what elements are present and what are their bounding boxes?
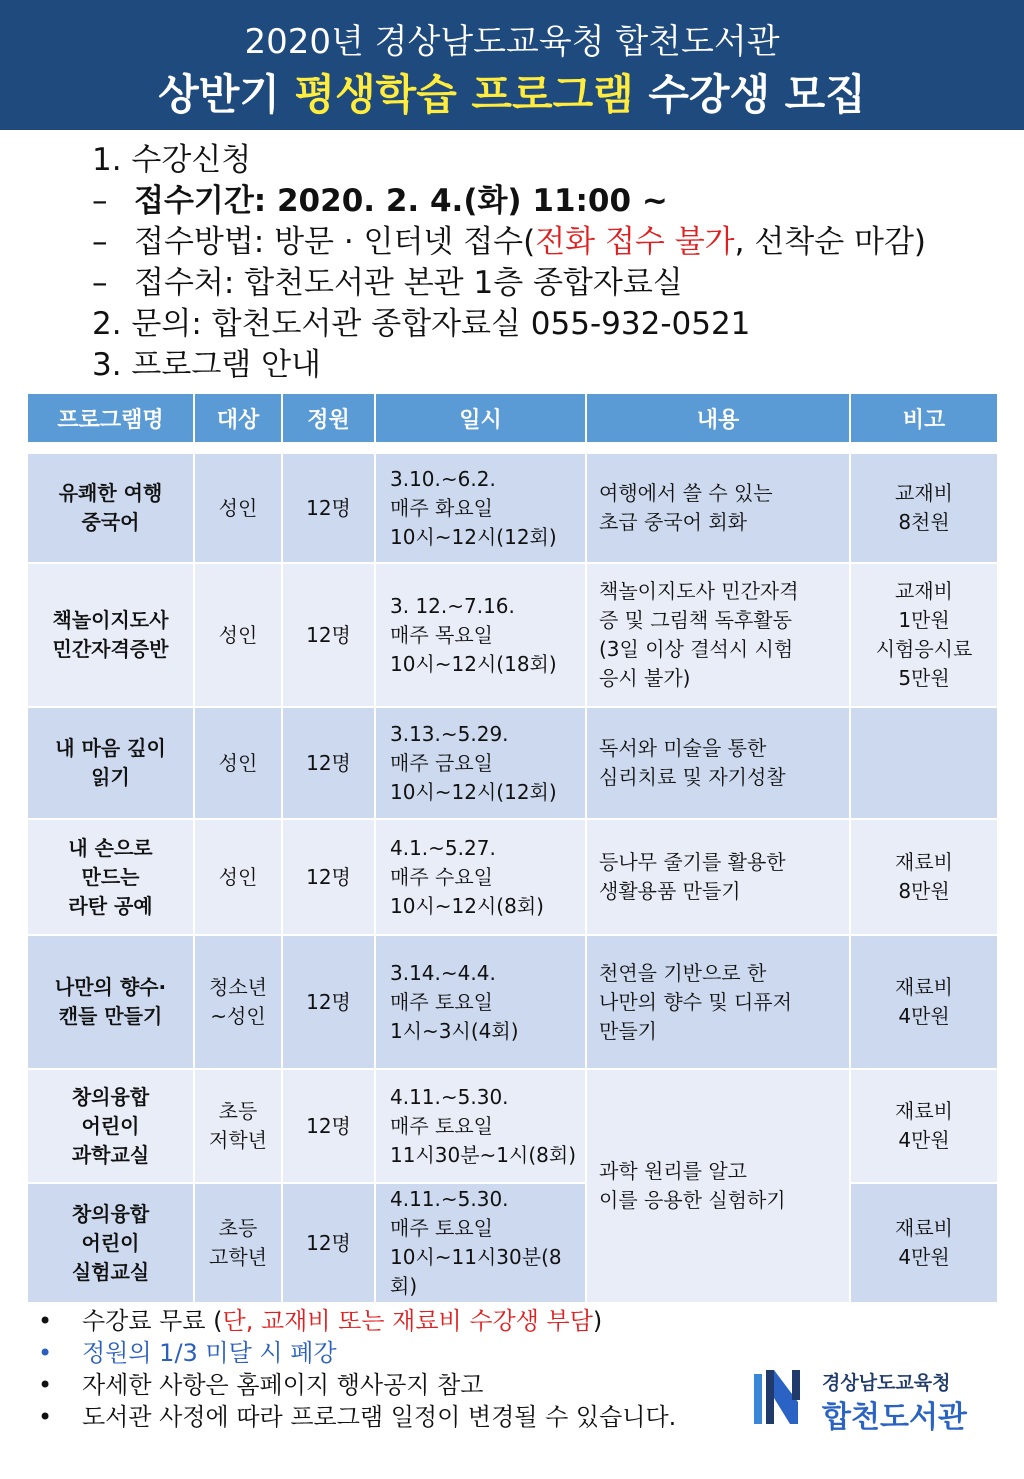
time-line: 3.13.~5.29. (390, 721, 509, 746)
program-content (586, 1069, 850, 1303)
logo-text-top: 경상남도교육청 (822, 1372, 951, 1394)
header-content: 내용 (586, 393, 850, 443)
program-capacity: 12명 (282, 935, 375, 1069)
name-line: 과학교실 (71, 1142, 150, 1167)
target-line: 초등 (218, 1216, 258, 1240)
table-row (27, 707, 998, 819)
name-line: 내 손으로 (68, 835, 153, 860)
program-target (194, 563, 282, 707)
note-change-text: 도서관 사정에 따라 프로그램 일정이 변경될 수 있습니다. (82, 1403, 677, 1431)
program-name (27, 707, 194, 819)
note-free-post: ) (592, 1307, 603, 1335)
target-line: 성인 (218, 750, 258, 775)
note-line: 재료비 (895, 975, 953, 999)
program-target (194, 935, 282, 1069)
content-line: 과학 원리를 알고 (599, 1159, 747, 1183)
content-line: 만들기 (599, 1018, 657, 1043)
content-line: (3일 이상 결석시 시험 (599, 637, 794, 661)
name-line: 민간자격증반 (52, 637, 169, 661)
period-label: 접수기간 (134, 183, 254, 219)
time-line: 11시30분~1시(8회) (390, 1142, 576, 1167)
name-line: 창의융합 (71, 1084, 150, 1109)
time-line: 3. 12.~7.16. (390, 593, 515, 618)
content-line: 이를 응용한 실험하기 (599, 1188, 786, 1212)
dash-marker: – (92, 183, 108, 219)
header-banner (0, 0, 1024, 130)
content-line: 나만의 향수 및 디퓨저 (599, 989, 792, 1014)
program-content (586, 563, 850, 707)
time-line: 매주 토요일 (390, 1113, 493, 1138)
note-line: 1만원 (898, 608, 950, 632)
content-line: 응시 불가) (599, 666, 691, 690)
table-row (27, 1183, 998, 1303)
bullet-marker: • (38, 1371, 53, 1399)
program-capacity: 12명 (282, 1183, 375, 1303)
name-line: 창의융합 (71, 1201, 150, 1226)
content-line: 증 및 그림책 독후활동 (599, 608, 792, 632)
header-title-line2 (0, 62, 1024, 122)
content-line: 여행에서 쓸 수 있는 (599, 481, 773, 505)
target-line: 청소년 (209, 975, 267, 999)
header-line2-pre: 상반기 (158, 70, 295, 119)
program-capacity: 12명 (282, 1069, 375, 1183)
table-row (27, 563, 998, 707)
content-line: 심리치료 및 자기성찰 (599, 765, 786, 789)
program-target (194, 1183, 282, 1303)
note-line: 8만원 (898, 879, 950, 903)
program-table (26, 392, 999, 1304)
time-line: 3.10.~6.2. (390, 466, 496, 491)
note-line: 재료비 (895, 1216, 953, 1240)
program-name (27, 563, 194, 707)
content-line: 등나무 줄기를 활용한 (599, 850, 786, 874)
note-line: 4만원 (898, 1245, 950, 1269)
name-line: 내 마음 깊이 (55, 736, 166, 760)
content-line: 독서와 미술을 통한 (599, 736, 767, 760)
time-line: 매주 목요일 (390, 622, 493, 647)
target-line: 고학년 (209, 1245, 267, 1269)
bullet-marker: • (38, 1339, 53, 1367)
time-line: 매주 화요일 (390, 495, 493, 520)
note-line: 재료비 (895, 1099, 953, 1123)
program-note (850, 563, 998, 707)
note-free-pre: 수강료 무료 ( (82, 1307, 223, 1335)
time-line: 10시~12시(8회) (390, 893, 544, 918)
program-note (850, 819, 998, 935)
header-line2-highlight: 평생학습 프로그램 (294, 70, 634, 119)
header-note: 비고 (850, 393, 998, 443)
name-line: 실험교실 (71, 1259, 150, 1284)
note-line: 교재비 (895, 579, 953, 603)
library-logo (752, 1368, 992, 1438)
target-line: 성인 (218, 495, 258, 520)
content-line: 천연을 기반으로 한 (599, 960, 767, 985)
info-period (92, 181, 992, 222)
program-name (27, 1069, 194, 1183)
note-line: 8천원 (898, 510, 950, 534)
name-line: 책놀이지도사 (52, 608, 169, 632)
note-line: 4만원 (898, 1004, 950, 1028)
program-target (194, 453, 282, 563)
note-change (38, 1401, 738, 1433)
target-line: ~성인 (210, 1004, 266, 1028)
time-line: 10시~12시(12회) (390, 779, 557, 804)
program-target (194, 1069, 282, 1183)
note-line: 교재비 (895, 481, 953, 505)
note-line: 시험응시료 (875, 637, 973, 661)
program-note (850, 453, 998, 563)
note-cancel-text: 정원의 1/3 미달 시 폐강 (82, 1339, 337, 1367)
header-title-line1: 2020년 경상남도교육청 합천도서관 (244, 22, 780, 62)
library-emblem-icon (752, 1368, 804, 1428)
time-line: 10시~12시(12회) (390, 524, 557, 549)
info-place (92, 263, 992, 304)
dash-marker: – (92, 265, 108, 301)
name-line: 나만의 향수· (54, 975, 167, 999)
info-method (92, 222, 992, 263)
method-warning: 전화 접수 불가 (535, 224, 735, 260)
target-line: 저학년 (209, 1128, 267, 1152)
registration-info (92, 140, 992, 386)
name-line: 어린이 (81, 1113, 140, 1138)
program-schedule (375, 453, 586, 563)
program-target (194, 819, 282, 935)
name-line: 중국어 (81, 510, 140, 534)
target-line: 성인 (218, 622, 258, 647)
method-post: , 선착순 마감) (734, 224, 926, 260)
place-text: 접수처: 합천도서관 본관 1층 종합자료실 (134, 265, 683, 301)
info-item-3: 3. 프로그램 안내 (92, 347, 321, 383)
content-line: 초급 중국어 회화 (599, 510, 747, 534)
program-schedule (375, 563, 586, 707)
bullet-marker: • (38, 1307, 53, 1335)
program-schedule (375, 707, 586, 819)
program-name (27, 1183, 194, 1303)
program-content (586, 819, 850, 935)
method-pre: 접수방법: 방문 · 인터넷 접수( (134, 224, 536, 260)
program-content (586, 935, 850, 1069)
program-target (194, 707, 282, 819)
program-capacity: 12명 (282, 453, 375, 563)
program-name (27, 453, 194, 563)
table-row (27, 935, 998, 1069)
note-free (38, 1305, 738, 1337)
note-line: 5만원 (898, 666, 950, 690)
name-line: 캔들 만들기 (58, 1004, 163, 1028)
time-line: 10시~12시(18회) (390, 651, 557, 676)
program-note (850, 1183, 998, 1303)
note-free-red: 단, 교재비 또는 재료비 수강생 부담 (222, 1307, 593, 1335)
note-cancel (38, 1337, 738, 1369)
bullet-marker: • (38, 1403, 53, 1431)
table-header-row (27, 393, 998, 443)
program-name (27, 935, 194, 1069)
time-line: 4.1.~5.27. (390, 835, 496, 860)
note-homepage (38, 1369, 738, 1401)
notes-list (38, 1305, 738, 1433)
program-capacity: 12명 (282, 819, 375, 935)
program-note (850, 935, 998, 1069)
time-line: 매주 토요일 (390, 1216, 493, 1240)
program-content (586, 453, 850, 563)
name-line: 읽기 (91, 765, 130, 789)
header-program: 프로그램명 (27, 393, 194, 443)
time-line: 4.11.~5.30. (390, 1187, 509, 1211)
target-line: 성인 (218, 864, 258, 889)
name-line: 어린이 (81, 1230, 140, 1255)
program-schedule (375, 1183, 586, 1303)
name-line: 만드는 (81, 864, 140, 889)
name-line: 라탄 공예 (68, 893, 153, 918)
time-line: 매주 수요일 (390, 864, 493, 889)
time-line: 3.14.~4.4. (390, 960, 496, 985)
program-schedule (375, 935, 586, 1069)
header-target: 대상 (194, 393, 282, 443)
info-item-1: 1. 수강신청 (92, 142, 252, 178)
time-line: 1시~3시(4회) (390, 1018, 519, 1043)
time-line: 4.11.~5.30. (390, 1084, 509, 1109)
note-line: 4만원 (898, 1128, 950, 1152)
content-line: 책놀이지도사 민간자격 (599, 579, 799, 603)
target-line: 초등 (218, 1099, 258, 1123)
header-capacity: 정원 (282, 393, 375, 443)
content-line: 생활용품 만들기 (599, 879, 741, 903)
table-row (27, 819, 998, 935)
program-note (850, 1069, 998, 1183)
program-name (27, 819, 194, 935)
table-row (27, 453, 998, 563)
header-schedule: 일시 (375, 393, 586, 443)
program-schedule (375, 1069, 586, 1183)
time-line: 매주 토요일 (390, 989, 493, 1014)
program-capacity: 12명 (282, 707, 375, 819)
dash-marker: – (92, 224, 108, 260)
note-line: 재료비 (895, 850, 953, 874)
name-line: 유쾌한 여행 (58, 481, 163, 505)
logo-text-bottom: 합천도서관 (822, 1400, 967, 1435)
program-content (586, 707, 850, 819)
header-line2-post: 수강생 모집 (633, 70, 866, 119)
period-value: : 2020. 2. 4.(화) 11:00 ~ (253, 183, 668, 219)
table-row (27, 1069, 998, 1183)
time-line: 10시~11시30분(8회) (390, 1245, 562, 1298)
program-capacity: 12명 (282, 563, 375, 707)
info-item-2: 2. 문의: 합천도서관 종합자료실 055-932-0521 (92, 306, 751, 342)
note-homepage-text: 자세한 사항은 홈페이지 행사공지 참고 (82, 1371, 484, 1399)
program-schedule (375, 819, 586, 935)
time-line: 매주 금요일 (390, 750, 493, 775)
program-note (850, 707, 998, 819)
